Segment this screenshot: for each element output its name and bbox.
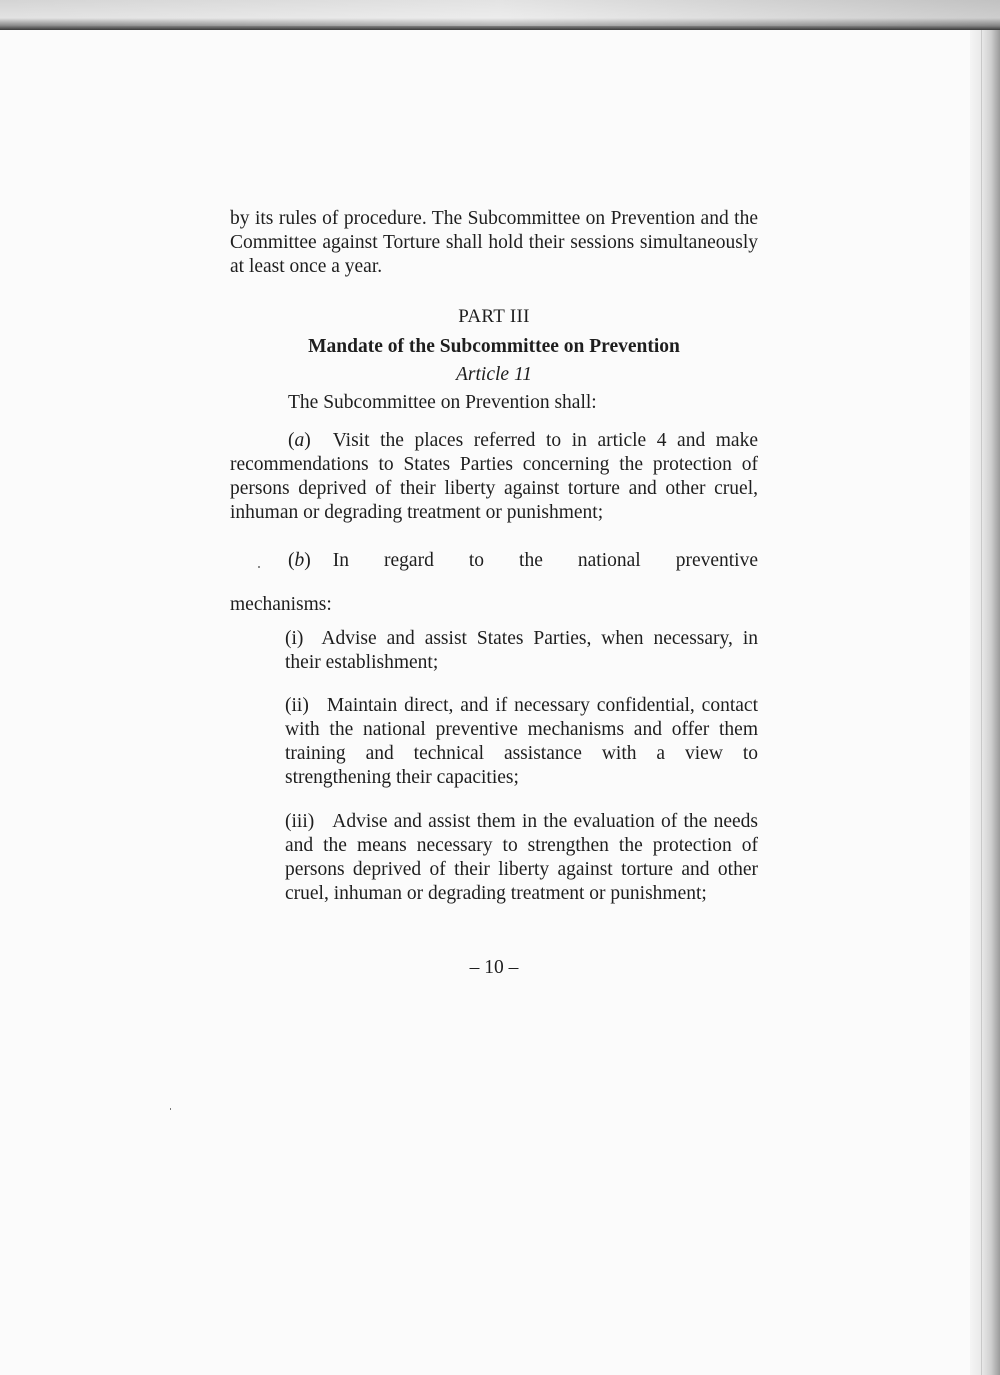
scan-speck bbox=[170, 1108, 171, 1110]
sub-item-text: Advise and assist States Parties, when necessary, in their establishment; bbox=[285, 627, 758, 673]
scan-right-fold-line bbox=[981, 30, 982, 1375]
list-item-a bbox=[230, 429, 758, 525]
sub-item-marker: (i) bbox=[285, 627, 304, 649]
sub-item-i bbox=[285, 627, 758, 675]
sub-item-ii bbox=[285, 694, 758, 790]
article-intro: The Subcommittee on Prevention shall: bbox=[288, 392, 597, 413]
sub-item-marker: (iii) bbox=[285, 810, 315, 832]
item-text: In regard to the national preventive bbox=[332, 550, 758, 571]
page-number: – 10 – bbox=[469, 957, 519, 978]
sub-item-text: Advise and assist them in the evaluation of the needs and the means necessary to strengthen the protection of persons deprived of their liberty against torture and other cruel, inhuman or degrading treatment or punishment; bbox=[285, 810, 758, 904]
document-body bbox=[230, 207, 758, 925]
part-title: Mandate of the Subcommittee on Prevention bbox=[308, 336, 680, 357]
scan-right-edge bbox=[970, 30, 1000, 1375]
item-marker: (b) bbox=[288, 550, 311, 571]
item-text: Visit the places referred to in article 4 and make recommendations to States Parties concerning the protection of persons deprived of their liberty against torture and other cruel, inhuman or degrading treatment or punishment; bbox=[230, 430, 758, 523]
sub-item-iii bbox=[285, 810, 758, 906]
scan-top-shade bbox=[0, 0, 1000, 26]
list-item-b-continuation: mechanisms: bbox=[230, 593, 332, 615]
sub-item-marker: (ii) bbox=[285, 695, 309, 716]
opening-paragraph: by its rules of procedure. The Subcommittee on Prevention and the Committee against Torture shall hold their sessions simultaneously at least once a year. bbox=[230, 208, 758, 277]
sub-item-text: Maintain direct, and if necessary confidential, contact with the national preventive mechanisms and offer them training and technical assistance with a view to strengthening their capacities; bbox=[285, 695, 758, 788]
article-heading: Article 11 bbox=[456, 364, 532, 385]
list-item-b bbox=[230, 549, 758, 573]
item-marker: (a) bbox=[288, 430, 311, 451]
part-heading: PART III bbox=[458, 306, 530, 327]
